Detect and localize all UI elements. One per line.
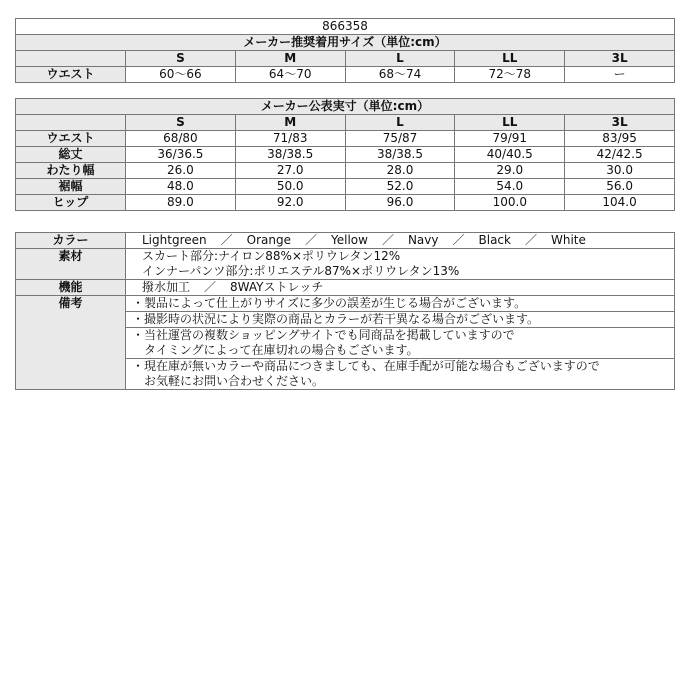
row-label: わたり幅 — [16, 163, 126, 179]
separator: ／ — [381, 233, 394, 247]
table-cell: 83/95 — [565, 131, 675, 147]
note-line: ・製品によって仕上がりサイズに多少の誤差が生じる場合がございます。 — [132, 296, 527, 310]
table-cell: 36/36.5 — [126, 147, 236, 163]
table-cell: 104.0 — [565, 195, 675, 211]
table-cell: 100.0 — [455, 195, 565, 211]
table-cell: 89.0 — [126, 195, 236, 211]
size-header: S — [126, 51, 236, 67]
size-header: 3L — [565, 51, 675, 67]
note-line: お気軽にお問い合わせください。 — [132, 374, 325, 388]
separator: ／ — [452, 233, 465, 247]
table-cell: 96.0 — [345, 195, 455, 211]
table-row — [16, 131, 675, 147]
size-header-row — [16, 51, 675, 67]
separator: ／ — [220, 233, 233, 247]
row-label: 裾幅 — [16, 179, 126, 195]
size-header: M — [235, 51, 345, 67]
color-item: Black — [478, 233, 511, 247]
notes-row — [16, 296, 675, 312]
table-cell: 68〜74 — [345, 67, 455, 83]
color-item: Lightgreen — [142, 233, 207, 247]
table-row — [16, 147, 675, 163]
material-line: インナーパンツ部分:ポリエステル87%×ポリウレタン13% — [142, 264, 460, 278]
actual-measurement-table — [15, 98, 675, 211]
color-row — [16, 233, 675, 249]
note-line: ・当社運営の複数ショッピングサイトでも同商品を掲載していますので — [132, 328, 515, 342]
size-header: S — [126, 115, 236, 131]
row-label: ヒップ — [16, 195, 126, 211]
table-cell: 30.0 — [565, 163, 675, 179]
color-list — [126, 233, 675, 249]
product-detail-table — [15, 232, 675, 390]
color-item: Yellow — [330, 233, 368, 247]
color-label: カラー — [16, 233, 126, 249]
note-item — [126, 296, 675, 312]
table-cell: 52.0 — [345, 179, 455, 195]
row-label: 総丈 — [16, 147, 126, 163]
table-cell: 64〜70 — [235, 67, 345, 83]
table-cell: 29.0 — [455, 163, 565, 179]
color-item: Navy — [407, 233, 439, 247]
row-label: ウエスト — [16, 67, 126, 83]
table-cell: 48.0 — [126, 179, 236, 195]
table-row — [16, 67, 675, 83]
note-item — [126, 328, 675, 359]
table-row — [16, 195, 675, 211]
table-cell: 40/40.5 — [455, 147, 565, 163]
row-label: ウエスト — [16, 131, 126, 147]
note-line: ・撮影時の状況により実際の商品とカラーが若干異なる場合がございます。 — [132, 312, 540, 326]
recommended-size-table — [15, 18, 675, 83]
size-header-row — [16, 115, 675, 131]
material-label: 素材 — [16, 249, 126, 280]
color-item: Orange — [246, 233, 291, 247]
table-cell: 60〜66 — [126, 67, 236, 83]
function-label: 機能 — [16, 280, 126, 296]
table-cell: 27.0 — [235, 163, 345, 179]
table-cell: 54.0 — [455, 179, 565, 195]
table-cell: 92.0 — [235, 195, 345, 211]
separator: ／ — [204, 280, 217, 294]
size-header: LL — [455, 115, 565, 131]
function-item: 8WAYストレッチ — [230, 280, 324, 294]
size-header: L — [345, 51, 455, 67]
note-line: ・現在庫が無いカラーや商品につきましても、在庫手配が可能な場合もございますので — [132, 359, 600, 373]
separator: ／ — [304, 233, 317, 247]
material-values — [126, 249, 675, 280]
table-cell: 79/91 — [455, 131, 565, 147]
table-cell: 68/80 — [126, 131, 236, 147]
table-cell: 56.0 — [565, 179, 675, 195]
actual-measurement-title: メーカー公表実寸（単位:cm） — [16, 99, 675, 115]
table-cell: 28.0 — [345, 163, 455, 179]
note-item — [126, 359, 675, 390]
size-header: M — [235, 115, 345, 131]
table-cell: 26.0 — [126, 163, 236, 179]
table-cell: 42/42.5 — [565, 147, 675, 163]
function-item: 撥水加工 — [142, 280, 191, 294]
separator: ／ — [524, 233, 537, 247]
table-row — [16, 179, 675, 195]
note-line: タイミングによって在庫切れの場合もございます。 — [132, 343, 419, 357]
color-item: White — [551, 233, 586, 247]
note-item — [126, 312, 675, 328]
size-header: L — [345, 115, 455, 131]
recommended-size-title: メーカー推奨着用サイズ（単位:cm） — [16, 35, 675, 51]
table-row — [16, 163, 675, 179]
function-row — [16, 280, 675, 296]
table-cell: ー — [565, 67, 675, 83]
product-code: 866358 — [16, 19, 675, 35]
table-cell: 50.0 — [235, 179, 345, 195]
table-cell: 72〜78 — [455, 67, 565, 83]
function-values — [126, 280, 675, 296]
table-cell: 71/83 — [235, 131, 345, 147]
size-header: LL — [455, 51, 565, 67]
notes-label: 備考 — [16, 296, 126, 390]
table-cell: 38/38.5 — [345, 147, 455, 163]
empty-header-cell — [16, 51, 126, 67]
table-cell: 38/38.5 — [235, 147, 345, 163]
empty-header-cell — [16, 115, 126, 131]
material-row — [16, 249, 675, 280]
material-line: スカート部分:ナイロン88%×ポリウレタン12% — [142, 249, 401, 263]
size-header: 3L — [565, 115, 675, 131]
table-cell: 75/87 — [345, 131, 455, 147]
